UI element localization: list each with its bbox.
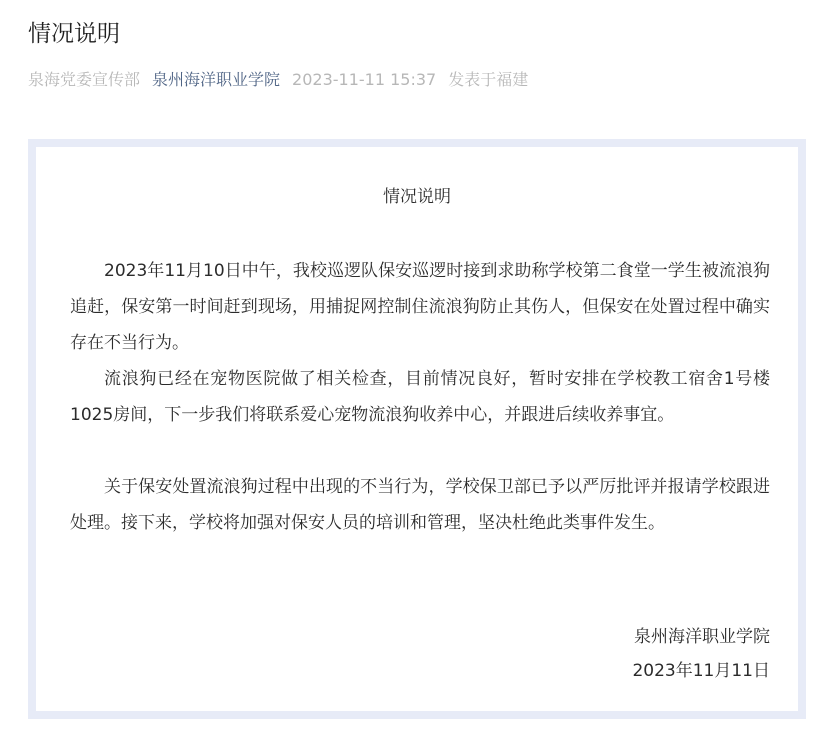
- signature-date: 2023年11月11日: [632, 661, 770, 681]
- document-paragraph-1: 2023年11月10日中午，我校巡逻队保安巡逻时接到求助称学校第二食堂一学生被流浪狗追赶，保安第一时间赶到现场，用捕捉网控制住流浪狗防止其伤人，但保安在处置过程中确实存在不当行为。: [70, 261, 770, 353]
- account-name[interactable]: 泉海党委宣传部: [28, 70, 141, 89]
- document-paragraph-2: 流浪狗已经在宠物医院做了相关检查，目前情况良好，暂时安排在学校教工宿舍1号楼1025房间，下一步我们将联系爱心宠物流浪狗收养中心，并跟进后续收养事宜。: [70, 369, 770, 425]
- publish-location: 发表于福建: [448, 70, 529, 89]
- publish-datetime: 2023-11-11 15:37: [292, 70, 437, 89]
- signature-organization: 泉州海洋职业学院: [634, 627, 770, 647]
- document-title: 情况说明: [383, 187, 451, 207]
- article-title: 情况说明: [28, 21, 120, 47]
- document-paper: [36, 147, 798, 711]
- document-image-frame: [28, 139, 806, 719]
- document-paragraph-3: 关于保安处置流浪狗过程中出现的不当行为，学校保卫部已予以严厉批评并报请学校跟进处理。接下来，学校将加强对保安人员的培训和管理，坚决杜绝此类事件发生。: [70, 477, 770, 533]
- article-meta: [28, 66, 540, 94]
- source-link[interactable]: 泉州海洋职业学院: [152, 70, 281, 89]
